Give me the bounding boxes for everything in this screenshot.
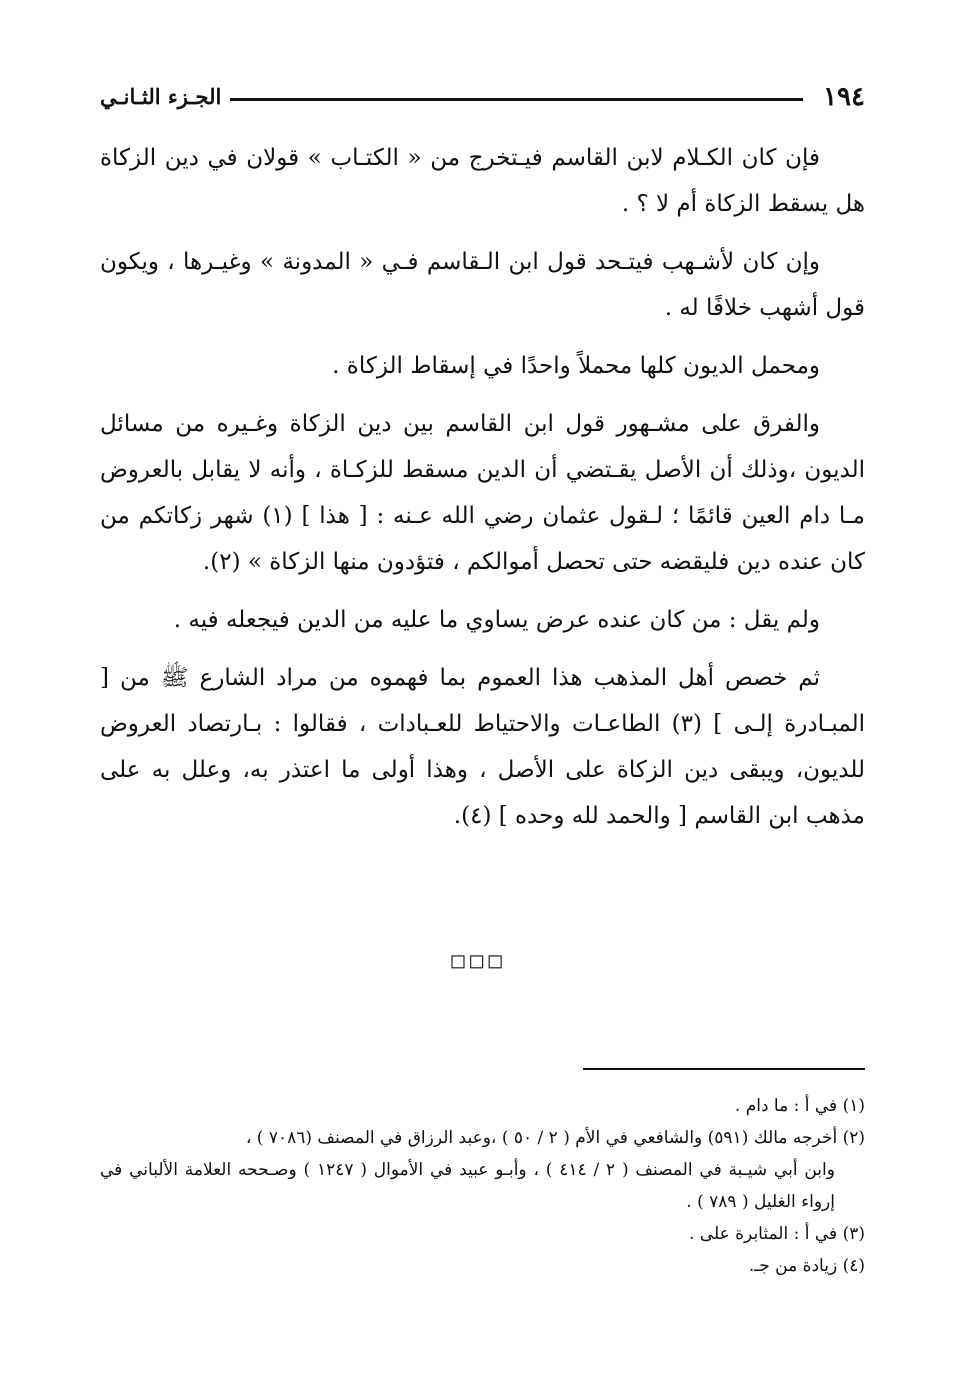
paragraph: وإن كان لأشـهب فيتـحد قول ابن الـقاسم فـي « المدونة » وغيـرها ، ويكون قول أشهب خلافًا له . [100,249,865,321]
page-number: ١٩٤ [823,82,865,112]
footnote-continuation: وابن أبي شيـبة في المصنف ( ٢ / ٤١٤ ) ، وأبـو عبيد في الأموال ( ١٢٤٧ ) وصـححه العلامة الألباني في إرواء الغليل ( ٧٨٩ ) . [100,1160,835,1212]
footnote: (٢) أخرجه مالك (٥٩١) والشافعي في الأم ( ٢ / ٥٠ ) ،وعبد الرزاق في المصنف (٧٠٨٦ ) ، [245,1128,865,1148]
running-header [100,78,865,118]
paragraph: ثم خصص أهل المذهب هذا العموم بما فهموه من مراد الشارع ﷺ من [ المبـادرة إلـى ] (٣) الطاعـات والاحتياط للعـبادات ، فقالوا : بـارتصاد العروض للديون، ويبقى دين الزكاة على الأصل ، وهذا أولى ما اعتذر به، وعلل به على مذهب ابن القاسم [ والحمد لله وحده ] (٤). [100,665,866,829]
part-title: الجـزء الثـانـي [100,84,222,109]
main-text [100,135,865,851]
header-rule [230,98,803,101]
footnote: (٤) زيادة من جـ. [748,1256,865,1276]
paragraph: والفرق على مشـهور قول ابن القاسم بين دين الزكاة وغـيره من مسائل الديون ،وذلك أن الأصل يقـتضي أن الدين مسقط للزكـاة ، وأنه لا يقابل بالعروض مـا دام العين قائمًا ؛ لـقول عثمان رضي الله عـنه : [ هذا ] (١) شهر زكاتكم من كان عنده دين فليقضه حتى تحصل أموالكم ، فتؤدون منها الزكاة » (٢). [100,411,865,575]
paragraph: ومحمل الديون كلها محملاً واحدًا في إسقاط الزكاة . [332,353,820,379]
footnote: (٣) في أ : المثابرة على . [689,1224,865,1244]
section-end-ornament: ◻◻◻ [449,948,506,972]
footnote: (١) في أ : ما دام . [734,1096,865,1116]
footnote-separator [583,1068,865,1070]
paragraph: ولم يقل : من كان عنده عرض يساوي ما عليه من الدين فيجعله فيه . [173,607,820,633]
footnotes [100,1090,865,1282]
paragraph: فإن كان الكـلام لابن القاسم فيـتخرج من « الكتـاب » قولان في دين الزكاة هل يسقط الزكاة أم لا ؟ . [100,145,865,217]
